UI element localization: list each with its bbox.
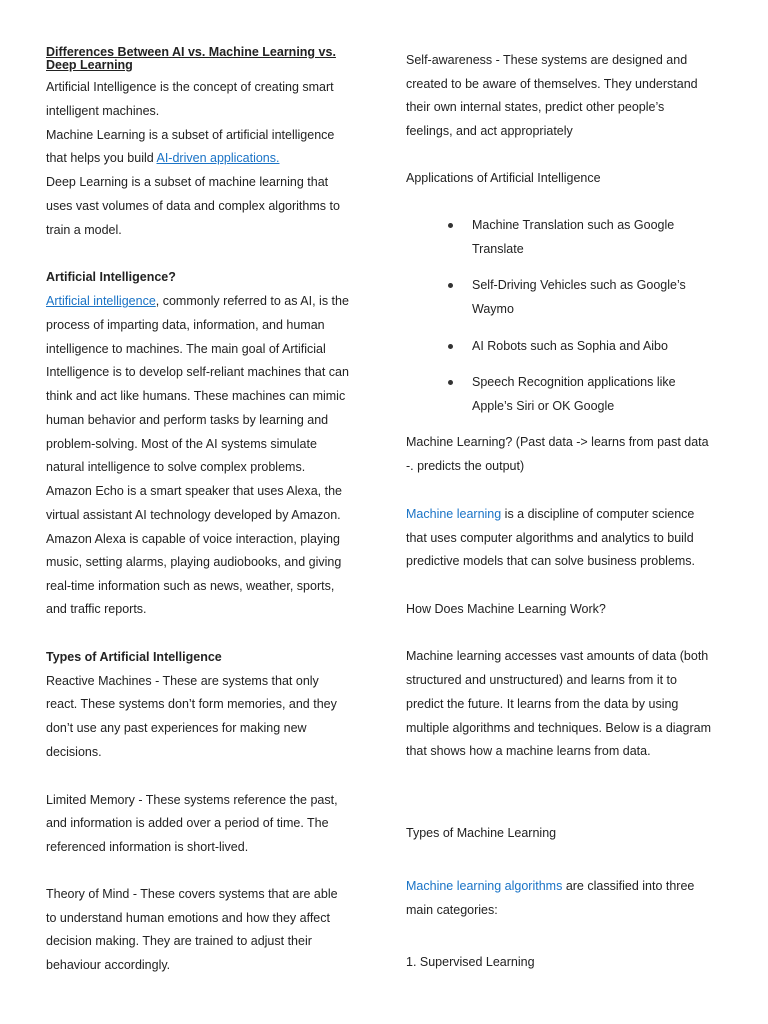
ai-paragraph-line: virtual assistant AI technology developed by Amazon. xyxy=(46,508,341,522)
how-ml-works-heading: How Does Machine Learning Work? xyxy=(406,602,606,616)
bullet-icon xyxy=(448,380,453,385)
ml-paragraph-line: that uses computer algorithms and analytics to build xyxy=(406,531,694,545)
theory-of-mind-line: behaviour accordingly. xyxy=(46,958,171,972)
ml-algorithms-line: main categories: xyxy=(406,903,498,917)
ml-question-line: -. predicts the output) xyxy=(406,459,525,473)
supervised-learning-item: 1. Supervised Learning xyxy=(406,955,535,969)
ai-paragraph-line: natural intelligence to solve complex problems. xyxy=(46,460,306,474)
reactive-line: don’t use any past experiences for making new xyxy=(46,721,307,735)
dl-definition-line: Deep Learning is a subset of machine learning that xyxy=(46,175,329,189)
ai-paragraph-line: process of imparting data, information, and human xyxy=(46,318,325,332)
theory-of-mind-line: to understand human emotions and how they affect xyxy=(46,911,330,925)
ml-definition-prefix: that helps you build xyxy=(46,151,157,165)
how-ml-works-line: predict the future. It learns from the data by using xyxy=(406,697,679,711)
self-awareness-line: Self-awareness - These systems are designed and xyxy=(406,53,688,67)
reactive-line: decisions. xyxy=(46,745,102,759)
how-ml-works-line: that shows how a machine learns from data. xyxy=(406,744,651,758)
ml-algorithms-line xyxy=(406,875,736,899)
reactive-line: react. These systems don’t form memories, and they xyxy=(46,697,337,711)
types-ml-heading: Types of Machine Learning xyxy=(406,826,557,840)
list-item-continuation: Waymo xyxy=(472,302,514,316)
intro-line: Artificial Intelligence is the concept of creating smart xyxy=(46,80,334,94)
ml-question-line: Machine Learning? (Past data -> learns from past data xyxy=(406,435,709,449)
reactive-line: Reactive Machines - These are systems that only xyxy=(46,674,319,688)
theory-of-mind-line: decision making. They are trained to adjust their xyxy=(46,934,312,948)
document-title-line-2: Deep Learning xyxy=(46,58,133,72)
ml-paragraph-rest: is a discipline of computer science xyxy=(501,507,695,521)
limited-memory-line: referenced information is short-lived. xyxy=(46,840,249,854)
ai-paragraph-line: Amazon Alexa is capable of voice interaction, playing xyxy=(46,532,340,546)
how-ml-works-line: Machine learning accesses vast amounts of data (both xyxy=(406,649,709,663)
self-awareness-line: their own internal states, predict other people’s xyxy=(406,100,665,114)
types-ai-heading: Types of Artificial Intelligence xyxy=(46,650,222,664)
machine-learning-link[interactable]: Machine learning xyxy=(406,507,502,521)
applications-heading: Applications of Artificial Intelligence xyxy=(406,171,601,185)
dl-definition-line: uses vast volumes of data and complex algorithms to xyxy=(46,199,340,213)
how-ml-works-line: structured and unstructured) and learns from it to xyxy=(406,673,677,687)
ai-driven-applications-link[interactable]: AI-driven applications. xyxy=(156,151,280,165)
theory-of-mind-line: Theory of Mind - These covers systems that are able xyxy=(46,887,338,901)
ai-paragraph-line: intelligence to machines. The main goal of Artificial xyxy=(46,342,326,356)
limited-memory-line: Limited Memory - These systems reference the past, xyxy=(46,793,338,807)
list-item: AI Robots such as Sophia and Aibo xyxy=(472,335,736,359)
list-item: Speech Recognition applications like xyxy=(472,371,736,395)
bullet-icon xyxy=(448,283,453,288)
intro-line: Machine Learning is a subset of artificial intelligence xyxy=(46,128,335,142)
ai-paragraph-rest: , commonly referred to as AI, is the xyxy=(155,294,349,308)
how-ml-works-line: multiple algorithms and techniques. Below is a diagram xyxy=(406,721,712,735)
dl-definition-line: train a model. xyxy=(46,223,122,237)
document-title-line-1: Differences Between AI vs. Machine Learning vs. xyxy=(46,45,336,59)
limited-memory-line: and information is added over a period of time. The xyxy=(46,816,329,830)
ai-paragraph-line: think and act like humans. These machines can mimic xyxy=(46,389,346,403)
ml-paragraph-line xyxy=(406,503,736,527)
list-item-continuation: Translate xyxy=(472,242,524,256)
list-item: Machine Translation such as Google xyxy=(472,214,736,238)
ai-paragraph-line xyxy=(46,290,366,314)
ai-paragraph-line: Intelligence is to develop self-reliant machines that can xyxy=(46,365,349,379)
list-item-continuation: Apple’s Siri or OK Google xyxy=(472,399,615,413)
self-awareness-line: created to be aware of themselves. They understand xyxy=(406,77,698,91)
ml-algorithms-link[interactable]: Machine learning algorithms xyxy=(406,879,563,893)
ml-paragraph-line: predictive models that can solve business problems. xyxy=(406,554,696,568)
ai-paragraph-line: problem-solving. Most of the AI systems simulate xyxy=(46,437,317,451)
bullet-icon xyxy=(448,344,453,349)
list-item: Self-Driving Vehicles such as Google’s xyxy=(472,274,736,298)
ai-paragraph-line: music, setting alarms, playing audiobooks, and giving xyxy=(46,555,342,569)
ai-paragraph-line: human behavior and perform tasks by learning and xyxy=(46,413,329,427)
artificial-intelligence-link[interactable]: Artificial intelligence xyxy=(46,294,156,308)
ml-definition-line xyxy=(46,147,366,171)
ai-paragraph-line: Amazon Echo is a smart speaker that uses Alexa, the xyxy=(46,484,342,498)
ai-paragraph-line: real-time information such as news, weather, sports, xyxy=(46,579,335,593)
ai-paragraph-line: and traffic reports. xyxy=(46,602,147,616)
ml-algorithms-rest: are classified into three xyxy=(562,879,695,893)
self-awareness-line: feelings, and act appropriately xyxy=(406,124,573,138)
ai-heading: Artificial Intelligence? xyxy=(46,270,176,284)
bullet-icon xyxy=(448,223,453,228)
intro-line: intelligent machines. xyxy=(46,104,160,118)
